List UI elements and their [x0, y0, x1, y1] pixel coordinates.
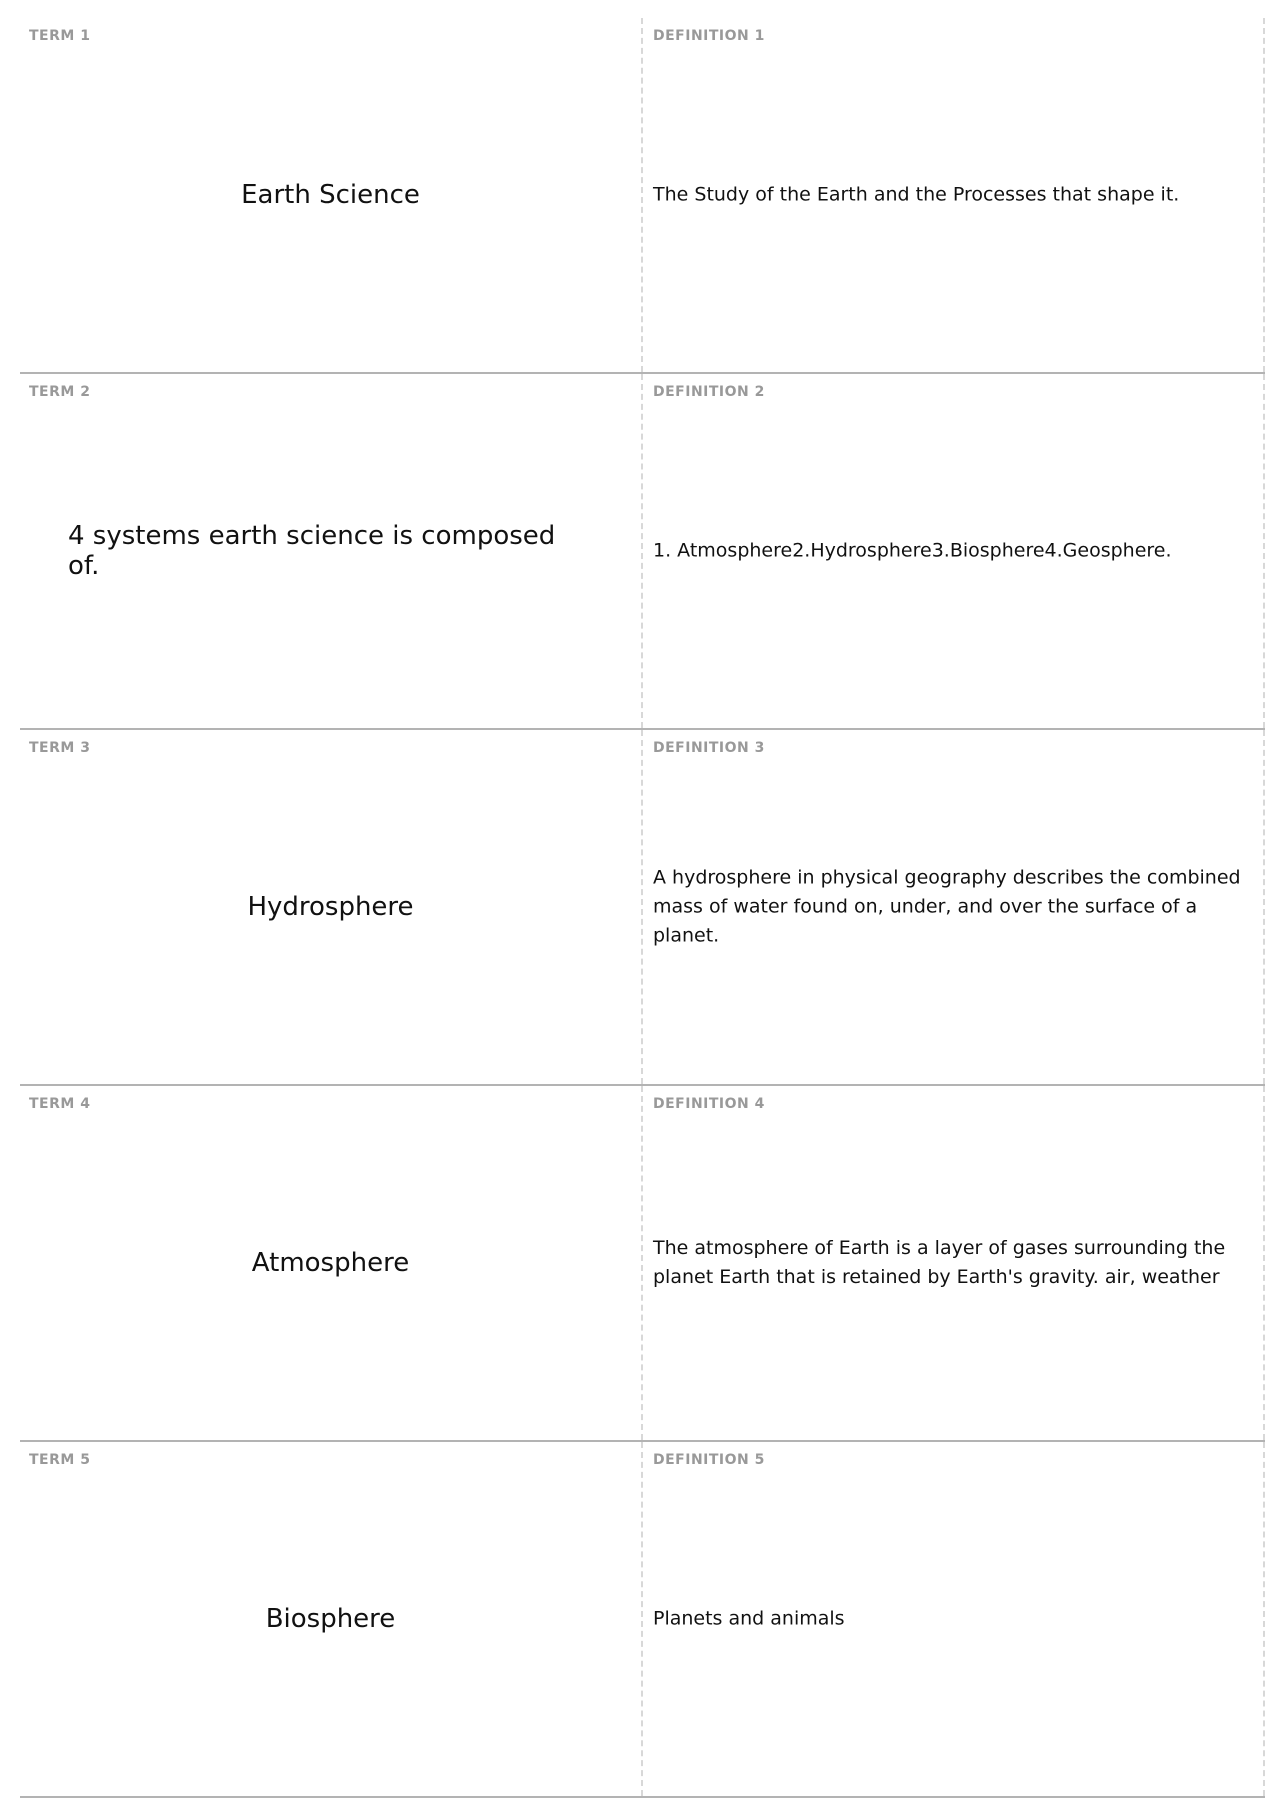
term-label: TERM 2	[29, 384, 91, 400]
term-text: Hydrosphere	[247, 892, 414, 922]
definition-text: Planets and animals	[653, 1607, 845, 1630]
term-label: TERM 5	[29, 1452, 91, 1468]
definition-cell	[643, 730, 1265, 1084]
term-cell	[20, 1442, 643, 1796]
flashcard-row	[20, 730, 1265, 1086]
definition-text: The atmosphere of Earth is a layer of gases surrounding the planet Earth that is retained by Earth's gravity. air, weather	[653, 1237, 1226, 1288]
term-cell	[20, 374, 643, 728]
definition-label: DEFINITION 1	[653, 28, 765, 44]
term-text: 4 systems earth science is composed of.	[68, 521, 556, 581]
definition-label: DEFINITION 3	[653, 740, 765, 756]
term-text: Biosphere	[265, 1604, 396, 1634]
definition-label: DEFINITION 2	[653, 384, 765, 400]
definition-cell	[643, 1442, 1265, 1796]
flashcard-sheet	[20, 18, 1265, 1798]
definition-cell	[643, 374, 1265, 728]
definition-text: 1. Atmosphere2.Hydrosphere3.Biosphere4.Geosphere.	[653, 539, 1172, 562]
definition-cell	[643, 18, 1265, 372]
definition-text: A hydrosphere in physical geography describes the combined mass of water found on, under, and over the surface of a planet.	[653, 866, 1241, 947]
term-cell	[20, 730, 643, 1084]
definition-label: DEFINITION 5	[653, 1452, 765, 1468]
term-text: Earth Science	[241, 180, 420, 210]
flashcard-row	[20, 18, 1265, 374]
definition-text: The Study of the Earth and the Processes that shape it.	[653, 183, 1180, 206]
flashcard-row	[20, 1442, 1265, 1798]
term-label: TERM 4	[29, 1096, 91, 1112]
term-label: TERM 1	[29, 28, 91, 44]
definition-label: DEFINITION 4	[653, 1096, 765, 1112]
term-cell	[20, 18, 643, 372]
flashcard-row	[20, 1086, 1265, 1442]
term-label: TERM 3	[29, 740, 91, 756]
definition-cell	[643, 1086, 1265, 1440]
term-cell	[20, 1086, 643, 1440]
flashcard-row	[20, 374, 1265, 730]
term-text: Atmosphere	[251, 1248, 410, 1278]
